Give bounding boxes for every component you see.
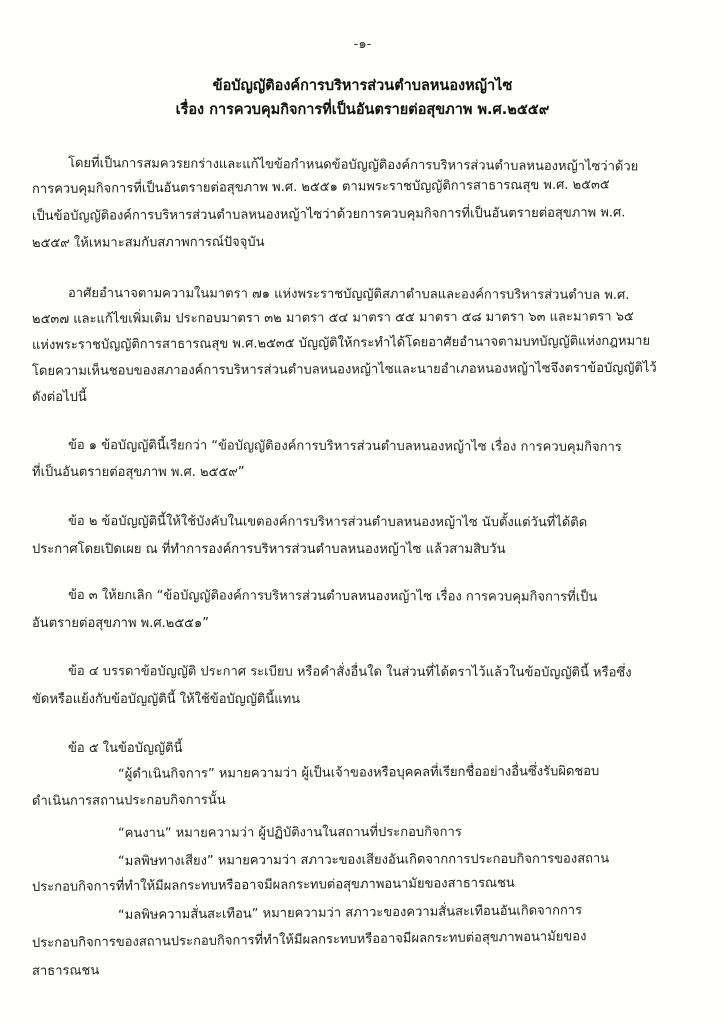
clause-4-line: ขัดหรือแย้งกับข้อบัญญัตินี้ ให้ใช้ข้อบัญญัตินี้แทน (32, 692, 301, 707)
clause-1-line: ข้อ ๑ ข้อบัญญัตินี้เรียกว่า “ข้อบัญญัติองค์การบริหารส่วนตำบลหนองหญ้าไซ เรื่อง การควบคุมกิจการ (67, 438, 622, 455)
definition-line: ประกอบกิจการที่ทำให้มีผลกระทบหรืออาจมีผลกระทบต่อสุขภาพอนามัยของสาธารณชน (31, 875, 515, 895)
definition-line: “ผู้ดำเนินกิจการ” หมายความว่า ผู้เป็นเจ้าของหรือบุคคลที่เรียกชื่ออย่างอื่นซึ่งรับผิดชอบ (117, 764, 600, 782)
preamble-line: ๒๕๕๙ ให้เหมาะสมกับสภาพการณ์ปัจจุบัน (31, 234, 265, 251)
definition-line: สาธารณชน (31, 963, 100, 979)
definition-line: “มลพิษความสั่นสะเทือน” หมายความว่า สภาวะของความสั่นสะเทือนอันเกิดจากการ (117, 903, 583, 923)
document-title-line2: เรื่อง การควบคุมกิจการที่เป็นอันตรายต่อสุขภาพ พ.ศ.๒๕๕๙ (175, 102, 550, 118)
clause-2-line: ประกาศโดยเปิดเผย ณ ที่ทำการองค์การบริหารส่วนตำบลหนองหญ้าไซ แล้วสามสิบวัน (32, 542, 506, 557)
authority-line: โดยความเห็นชอบของสภาองค์การบริหารส่วนตำบลหนองหญ้าไซและนายอำเภอหนองหญ้าไซจึงตราข้อบัญญัติไว้ (31, 360, 657, 379)
preamble-line: โดยที่เป็นการสมควรยกร่างและแก้ไขข้อกำหนดข้อบัญญัติองค์การบริหารส่วนตำบลหนองหญ้าไซว่าด้วย (67, 156, 639, 175)
page-number: -๑- (353, 37, 372, 52)
authority-line: อาศัยอำนาจตามความในมาตรา ๗๑ แห่งพระราชบัญญัติสภาตำบลและองค์การบริหารส่วนตำบล พ.ศ. (67, 286, 630, 303)
clause-1-line: ที่เป็นอันตรายต่อสุขภาพ พ.ศ. ๒๕๕๙” (32, 465, 245, 480)
preamble-line: การควบคุมกิจการที่เป็นอันตรายต่อสุขภาพ พ.ศ. ๒๕๕๑ ตามพระราชบัญญัติการสาธารณสุข พ.ศ. ๒๕๓๕ (31, 177, 610, 197)
authority-line: ๒๕๓๗ และแก้ไขเพิ่มเติม ประกอบมาตรา ๓๒ มาตรา ๕๔ มาตรา ๕๕ มาตรา ๕๘ มาตรา ๖๓ และมาตรา ๖๕ (31, 309, 634, 327)
definition-line: “คนงาน” หมายความว่า ผู้ปฏิบัติงานในสถานที่ประกอบกิจการ (117, 824, 462, 841)
clause-3-line: อันตรายต่อสุขภาพ พ.ศ.๒๕๕๑” (32, 616, 209, 631)
clause-3-line: ข้อ ๓ ให้ยกเลิก “ข้อบัญญัติองค์การบริหารส่วนตำบลหนองหญ้าไซ เรื่อง การควบคุมกิจการที่เป็น (67, 588, 598, 605)
definition-line: “มลพิษทางเสียง” หมายความว่า สภาวะของเสียงอันเกิดจากการประกอบกิจการของสถาน (117, 851, 610, 869)
preamble-line: เป็นข้อบัญญัติองค์การบริหารส่วนตำบลหนองหญ้าไซว่าด้วยการควบคุมกิจการที่เป็นอันตรายต่อสุขภาพ พ.ศ. (31, 205, 626, 224)
definition-line: ดำเนินการสถานประกอบกิจการนั้น (31, 792, 226, 809)
definition-line: ประกอบกิจการของสถานประกอบกิจการที่ทำให้มีผลกระทบหรืออาจมีผลกระทบต่อสุขภาพอนามัยของ (31, 929, 587, 951)
authority-line: แห่งพระราชบัญญัติการสาธารณสุข พ.ศ.๒๕๓๕ บัญญัติให้กระทำได้โดยอาศัยอำนาจตามบทบัญญัติแห่งกฎหมาย (31, 333, 651, 353)
clause-4-line: ข้อ ๔ บรรดาข้อบัญญัติ ประกาศ ระเบียบ หรือคำสั่งอื่นใด ในส่วนที่ได้ตราไว้แล้วในข้อบัญญัตินี้ หรือซึ่ง (67, 664, 632, 681)
document-title-line1: ข้อบัญญัติองค์การบริหารส่วนตำบลหนองหญ้าไซ (212, 78, 513, 94)
clause-5-heading: ข้อ ๕ ในข้อบัญญัตินี้ (68, 741, 183, 756)
authority-line: ดังต่อไปนี้ (32, 390, 87, 405)
clause-2-line: ข้อ ๒ ข้อบัญญัตินี้ให้ใช้บังคับในเขตองค์การบริหารส่วนตำบลหนองหญ้าไซ นับตั้งแต่วันที่ได้ติด (67, 514, 588, 531)
